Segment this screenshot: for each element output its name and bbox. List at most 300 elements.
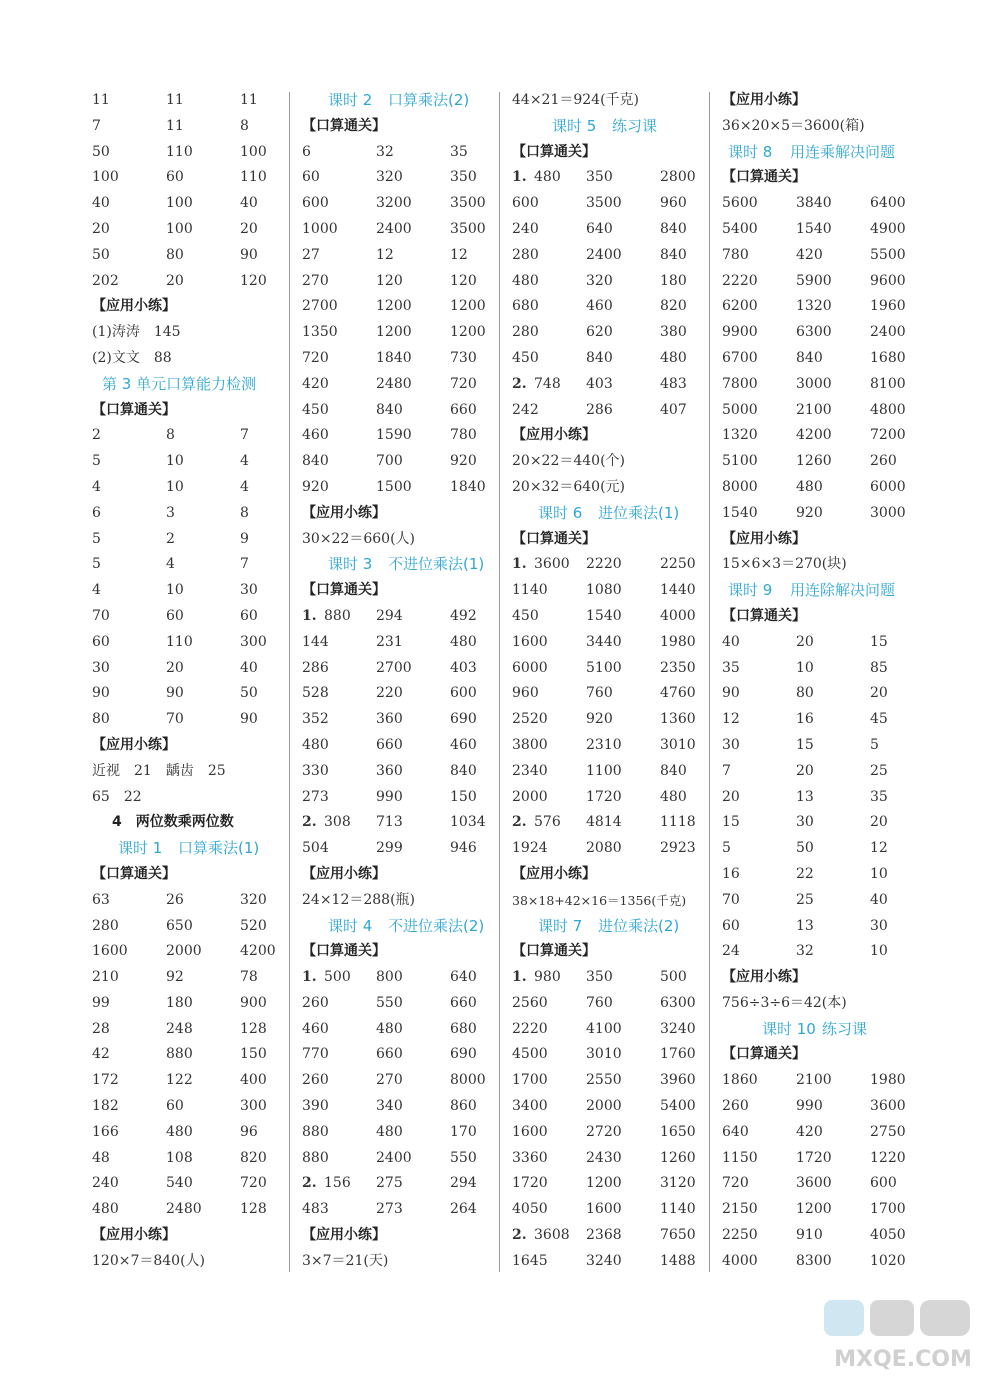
- answer-value: 760: [586, 685, 613, 702]
- lesson-title: [722, 1017, 912, 1043]
- answer-value: 6300: [660, 994, 696, 1011]
- section-header: 【应用小练】: [722, 969, 806, 986]
- answer-row: [302, 733, 492, 759]
- answer-value: 128: [240, 1201, 267, 1218]
- answer-value: 12: [450, 246, 468, 263]
- answer-value: 800: [376, 969, 403, 986]
- answer-value: 3010: [586, 1046, 622, 1063]
- answer-value: 880: [302, 1149, 329, 1166]
- answer-value: 720: [722, 1175, 749, 1192]
- answer-row: [92, 914, 280, 940]
- answer-text: 756÷3÷6＝42(本): [722, 994, 847, 1011]
- answer-value: 500: [324, 969, 351, 986]
- answer-row: [722, 398, 912, 424]
- answer-row: [92, 243, 280, 269]
- answer-row: [92, 501, 280, 527]
- answer-value: 5: [92, 453, 101, 470]
- answer-value: 550: [376, 994, 403, 1011]
- answer-value: 120: [450, 272, 477, 289]
- answer-value: 110: [166, 143, 193, 160]
- answer-text: 24×12＝288(瓶): [302, 891, 416, 908]
- answer-text: 3×7＝21(天): [302, 1252, 389, 1269]
- answer-value: 2560: [512, 994, 548, 1011]
- answer-text: 65 22: [92, 788, 142, 805]
- answer-value: 2480: [166, 1201, 202, 1218]
- answer-value: 280: [512, 246, 539, 263]
- answer-value: 150: [240, 1046, 267, 1063]
- answer-row: [512, 630, 702, 656]
- answer-row: [512, 1068, 702, 1094]
- answer-value: 50: [92, 143, 110, 160]
- answer-value: 20: [92, 220, 110, 237]
- item-number: 1.: [302, 607, 317, 624]
- answer-value: 480: [534, 169, 561, 186]
- answer-value: 180: [166, 994, 193, 1011]
- answer-value: 10: [166, 478, 184, 495]
- answer-value: 680: [512, 298, 539, 315]
- section-header: 【口算通关】: [512, 143, 596, 160]
- answer-value: 840: [450, 762, 477, 779]
- answer-value: 1200: [586, 1175, 622, 1192]
- answer-value: 11: [92, 92, 110, 108]
- lesson-title: [302, 88, 492, 114]
- answer-value: 120: [240, 272, 267, 289]
- answer-value: 166: [92, 1123, 119, 1140]
- answer-value: 540: [166, 1175, 193, 1192]
- answer-value: 8000: [450, 1072, 486, 1089]
- lesson-number: 课时 5: [552, 116, 597, 135]
- answer-value: 2310: [586, 736, 622, 753]
- answer-value: 5400: [660, 1098, 696, 1115]
- answer-value: 2520: [512, 711, 548, 728]
- answer-row: [512, 320, 702, 346]
- answer-value: 420: [302, 375, 329, 392]
- answer-value: 1034: [450, 814, 486, 831]
- answer-value: 15: [870, 633, 888, 650]
- answer-value: 1260: [796, 453, 832, 470]
- answer-value: 1980: [870, 1072, 906, 1089]
- answer-value: 30: [870, 917, 888, 934]
- answer-row: [302, 991, 492, 1017]
- answer-value: 122: [166, 1072, 193, 1089]
- answer-value: 240: [512, 220, 539, 237]
- lesson-number: 课时 9: [728, 581, 773, 600]
- answer-value: 403: [450, 659, 477, 676]
- answer-value: 960: [660, 195, 687, 212]
- answer-row: [722, 630, 912, 656]
- answer-row: [92, 1171, 280, 1197]
- answer-value: 7200: [870, 427, 906, 444]
- lesson-name: 不进位乘法(1): [388, 555, 485, 574]
- answer-value: 2430: [586, 1149, 622, 1166]
- answer-value: 2700: [376, 659, 412, 676]
- answer-row: [302, 372, 492, 398]
- answer-row: [92, 1068, 280, 1094]
- answer-value: 3840: [796, 195, 832, 212]
- answer-value: 40: [240, 195, 258, 212]
- answer-value: 60: [240, 607, 258, 624]
- answer-row: [512, 294, 702, 320]
- answer-value: 1924: [512, 840, 548, 857]
- answer-row: [722, 294, 912, 320]
- answer-row: [512, 217, 702, 243]
- answer-value: 520: [240, 917, 267, 934]
- answer-value: 4: [92, 478, 101, 495]
- answer-text: 120×7＝840(人): [92, 1252, 206, 1269]
- answer-value: 460: [302, 1020, 329, 1037]
- lesson-name: 进位乘法(1): [598, 503, 680, 522]
- answer-value: 6000: [512, 659, 548, 676]
- answer-value: 2923: [660, 840, 696, 857]
- answer-value: 1360: [660, 711, 696, 728]
- answer-value: 3600: [534, 556, 570, 573]
- answer-value: 20: [870, 814, 888, 831]
- answer-row: [92, 578, 280, 604]
- answer-value: 260: [870, 453, 897, 470]
- answer-value: 1320: [796, 298, 832, 315]
- answer-value: 144: [302, 633, 329, 650]
- answer-value: 1540: [722, 504, 758, 521]
- answer-row: [512, 707, 702, 733]
- answer-value: 8000: [722, 478, 758, 495]
- answer-value: 350: [586, 169, 613, 186]
- answer-value: 3600: [796, 1175, 832, 1192]
- answer-row: [722, 759, 912, 785]
- answer-value: 11: [166, 92, 184, 108]
- column-divider: [709, 92, 710, 1272]
- answer-value: 946: [450, 840, 477, 857]
- answer-value: 286: [302, 659, 329, 676]
- answer-column-2: [302, 88, 492, 1275]
- answer-value: 275: [376, 1175, 403, 1192]
- section-header: 【口算通关】: [722, 1046, 806, 1063]
- answer-text: 20×22＝440(个): [512, 453, 626, 470]
- answer-value: 450: [512, 607, 539, 624]
- answer-value: 660: [450, 994, 477, 1011]
- section-header: 【应用小练】: [722, 92, 806, 108]
- answer-value: 10: [166, 453, 184, 470]
- answer-value: 4000: [722, 1252, 758, 1269]
- answer-value: 40: [722, 633, 740, 650]
- answer-value: 1200: [796, 1201, 832, 1218]
- answer-row: [722, 475, 912, 501]
- answer-row: [92, 475, 280, 501]
- answer-value: 100: [166, 195, 193, 212]
- answer-value: 3608: [534, 1227, 570, 1244]
- answer-value: 5000: [722, 401, 758, 418]
- answer-row: [512, 656, 702, 682]
- answer-row: [92, 604, 280, 630]
- answer-value: 528: [302, 685, 329, 702]
- answer-row: [722, 733, 912, 759]
- answer-value: 483: [302, 1201, 329, 1218]
- answer-value: 1860: [722, 1072, 758, 1089]
- answer-value: 3: [166, 504, 175, 521]
- answer-value: 840: [796, 349, 823, 366]
- answer-value: 32: [796, 943, 814, 960]
- lesson-title: [512, 914, 702, 940]
- answer-row: [302, 1120, 492, 1146]
- answer-row: [92, 527, 280, 553]
- answer-value: 390: [302, 1098, 329, 1115]
- lesson-title-text: 第 3 单元口算能力检测: [102, 374, 257, 393]
- answer-value: 7: [92, 117, 101, 134]
- answer-value: 1020: [870, 1252, 906, 1269]
- answer-value: 128: [240, 1020, 267, 1037]
- answer-value: 550: [450, 1149, 477, 1166]
- lesson-name: 用连除解决问题: [790, 581, 896, 600]
- answer-row: [512, 759, 702, 785]
- answer-value: 3000: [796, 375, 832, 392]
- answer-row: [512, 243, 702, 269]
- answer-value: 1680: [870, 349, 906, 366]
- answer-row: [302, 836, 492, 862]
- answer-value: 760: [586, 994, 613, 1011]
- answer-row: [512, 1171, 702, 1197]
- lesson-title: [302, 552, 492, 578]
- answer-row: [722, 1120, 912, 1146]
- answer-value: 25: [796, 891, 814, 908]
- answer-value: 299: [376, 840, 403, 857]
- answer-value: 340: [376, 1098, 403, 1115]
- answer-value: 110: [240, 169, 267, 186]
- answer-value: 1150: [722, 1149, 758, 1166]
- section-header: 【应用小练】: [722, 530, 806, 547]
- answer-row: [302, 630, 492, 656]
- answer-value: 60: [722, 917, 740, 934]
- answer-value: 1140: [660, 1201, 696, 1218]
- answer-value: 640: [586, 220, 613, 237]
- answer-row: [722, 1249, 912, 1275]
- column-divider: [499, 92, 500, 1272]
- answer-value: 7650: [660, 1227, 696, 1244]
- answer-value: 170: [450, 1123, 477, 1140]
- answer-value: 5500: [870, 246, 906, 263]
- answer-row: [512, 552, 702, 578]
- answer-value: 273: [302, 788, 329, 805]
- answer-text: (2)文文 88: [92, 349, 172, 366]
- answer-value: 1600: [586, 1201, 622, 1218]
- answer-row: [722, 785, 912, 811]
- answer-row: [722, 656, 912, 682]
- answer-row: [92, 217, 280, 243]
- answer-value: 5400: [722, 220, 758, 237]
- answer-value: 480: [660, 788, 687, 805]
- answer-value: 640: [450, 969, 477, 986]
- answer-value: 4200: [796, 427, 832, 444]
- answer-value: 210: [92, 969, 119, 986]
- answer-row: [512, 269, 702, 295]
- answer-value: 156: [324, 1175, 351, 1192]
- answer-value: 9: [240, 530, 249, 547]
- lesson-name: 口算乘法(2): [388, 91, 470, 109]
- answer-row: [92, 552, 280, 578]
- answer-value: 60: [166, 169, 184, 186]
- answer-value: 3400: [512, 1098, 548, 1115]
- answer-value: 2400: [870, 324, 906, 341]
- answer-row: [722, 1068, 912, 1094]
- lesson-name: 口算乘法(1): [178, 839, 260, 858]
- answer-row: [302, 346, 492, 372]
- item-number: 1.: [302, 969, 317, 986]
- answer-value: 48: [92, 1149, 110, 1166]
- answer-value: 460: [450, 736, 477, 753]
- answer-value: 480: [166, 1123, 193, 1140]
- answer-value: 12: [722, 711, 740, 728]
- answer-value: 1200: [450, 324, 486, 341]
- answer-value: 260: [302, 994, 329, 1011]
- answer-row: [92, 1120, 280, 1146]
- answer-value: 403: [586, 375, 613, 392]
- answer-value: 4050: [512, 1201, 548, 1218]
- answer-value: 60: [166, 1098, 184, 1115]
- answer-value: 110: [166, 633, 193, 650]
- answer-row: [302, 449, 492, 475]
- lesson-name: 进位乘法(2): [598, 916, 680, 935]
- answer-row: [512, 681, 702, 707]
- answer-value: 50: [240, 685, 258, 702]
- answer-value: 320: [376, 169, 403, 186]
- item-number: 2.: [512, 1227, 527, 1244]
- answer-value: 840: [376, 401, 403, 418]
- answer-value: 1600: [512, 633, 548, 650]
- answer-value: 840: [660, 220, 687, 237]
- answer-value: 460: [302, 427, 329, 444]
- answer-value: 280: [512, 324, 539, 341]
- answer-row: [722, 320, 912, 346]
- answer-value: 242: [512, 401, 539, 418]
- answer-row: [512, 1120, 702, 1146]
- answer-text: (1)涛涛 145: [92, 324, 181, 341]
- answer-value: 3200: [376, 195, 412, 212]
- answer-value: 6700: [722, 349, 758, 366]
- answer-value: 600: [302, 195, 329, 212]
- answer-row: [302, 217, 492, 243]
- answer-value: 13: [796, 917, 814, 934]
- answer-row: [92, 1042, 280, 1068]
- answer-value: 480: [660, 349, 687, 366]
- answer-value: 4: [240, 453, 249, 470]
- answer-value: 2080: [586, 840, 622, 857]
- answer-column-1: [92, 88, 280, 1275]
- answer-row: [722, 346, 912, 372]
- answer-value: 407: [660, 401, 687, 418]
- answer-value: 500: [660, 969, 687, 986]
- answer-row: [722, 836, 912, 862]
- answer-row: [302, 398, 492, 424]
- answer-row: [92, 1197, 280, 1223]
- answer-row: [92, 449, 280, 475]
- answer-value: 8100: [870, 375, 906, 392]
- answer-row: [302, 656, 492, 682]
- answer-row: [512, 785, 702, 811]
- answer-value: 352: [302, 711, 329, 728]
- answer-value: 680: [450, 1020, 477, 1037]
- answer-row: [302, 785, 492, 811]
- answer-value: 880: [166, 1046, 193, 1063]
- answer-value: 1500: [376, 478, 412, 495]
- answer-value: 920: [796, 504, 823, 521]
- answer-row: [722, 423, 912, 449]
- answer-value: 7: [240, 556, 249, 573]
- answer-value: 50: [796, 840, 814, 857]
- answer-value: 100: [240, 143, 267, 160]
- answer-value: 920: [450, 453, 477, 470]
- answer-value: 1200: [450, 298, 486, 315]
- answer-value: 1100: [586, 762, 622, 779]
- answer-row: [512, 165, 702, 191]
- lesson-number: 课时 3: [328, 555, 373, 574]
- answer-value: 1840: [376, 349, 412, 366]
- answer-column-3: [512, 88, 702, 1275]
- answer-value: 990: [376, 788, 403, 805]
- answer-value: 3500: [450, 220, 486, 237]
- answer-value: 2000: [512, 788, 548, 805]
- answer-row: [302, 1042, 492, 1068]
- answer-value: 80: [92, 711, 110, 728]
- lesson-number: 课时 7: [538, 916, 583, 935]
- answer-value: 1720: [512, 1175, 548, 1192]
- answer-value: 1720: [586, 788, 622, 805]
- answer-value: 600: [512, 195, 539, 212]
- answer-row: [722, 707, 912, 733]
- answer-value: 380: [660, 324, 687, 341]
- answer-value: 1320: [722, 427, 758, 444]
- answer-value: 2400: [376, 220, 412, 237]
- answer-value: 4900: [870, 220, 906, 237]
- answer-value: 40: [870, 891, 888, 908]
- answer-value: 45: [870, 711, 888, 728]
- answer-value: 40: [92, 195, 110, 212]
- answer-row: [302, 191, 492, 217]
- answer-value: 50: [92, 246, 110, 263]
- answer-value: 6: [92, 504, 101, 521]
- answer-value: 70: [92, 607, 110, 624]
- answer-value: 6200: [722, 298, 758, 315]
- answer-row: [722, 1171, 912, 1197]
- answer-value: 9600: [870, 272, 906, 289]
- answer-value: 720: [240, 1175, 267, 1192]
- answer-value: 1488: [660, 1252, 696, 1269]
- answer-value: 1600: [92, 943, 128, 960]
- answer-value: 2100: [796, 1072, 832, 1089]
- answer-value: 720: [302, 349, 329, 366]
- answer-row: [512, 191, 702, 217]
- answer-value: 60: [302, 169, 320, 186]
- answer-value: 350: [450, 169, 477, 186]
- answer-value: 92: [166, 969, 184, 986]
- answer-row: [302, 243, 492, 269]
- answer-value: 2000: [586, 1098, 622, 1115]
- answer-value: 1220: [870, 1149, 906, 1166]
- lesson-title: [512, 501, 702, 527]
- answer-value: 4800: [870, 401, 906, 418]
- answer-value: 90: [240, 711, 258, 728]
- answer-value: 7: [722, 762, 731, 779]
- answer-value: 26: [166, 891, 184, 908]
- lesson-number: 课时 4: [328, 916, 373, 935]
- answer-value: 5100: [586, 659, 622, 676]
- answer-row: [512, 1094, 702, 1120]
- answer-value: 820: [240, 1149, 267, 1166]
- answer-value: 120: [376, 272, 403, 289]
- answer-value: 5600: [722, 195, 758, 212]
- answer-value: 713: [376, 814, 403, 831]
- answer-row: [92, 88, 280, 114]
- answer-row: [512, 346, 702, 372]
- answer-value: 400: [240, 1072, 267, 1089]
- answer-value: 108: [166, 1149, 193, 1166]
